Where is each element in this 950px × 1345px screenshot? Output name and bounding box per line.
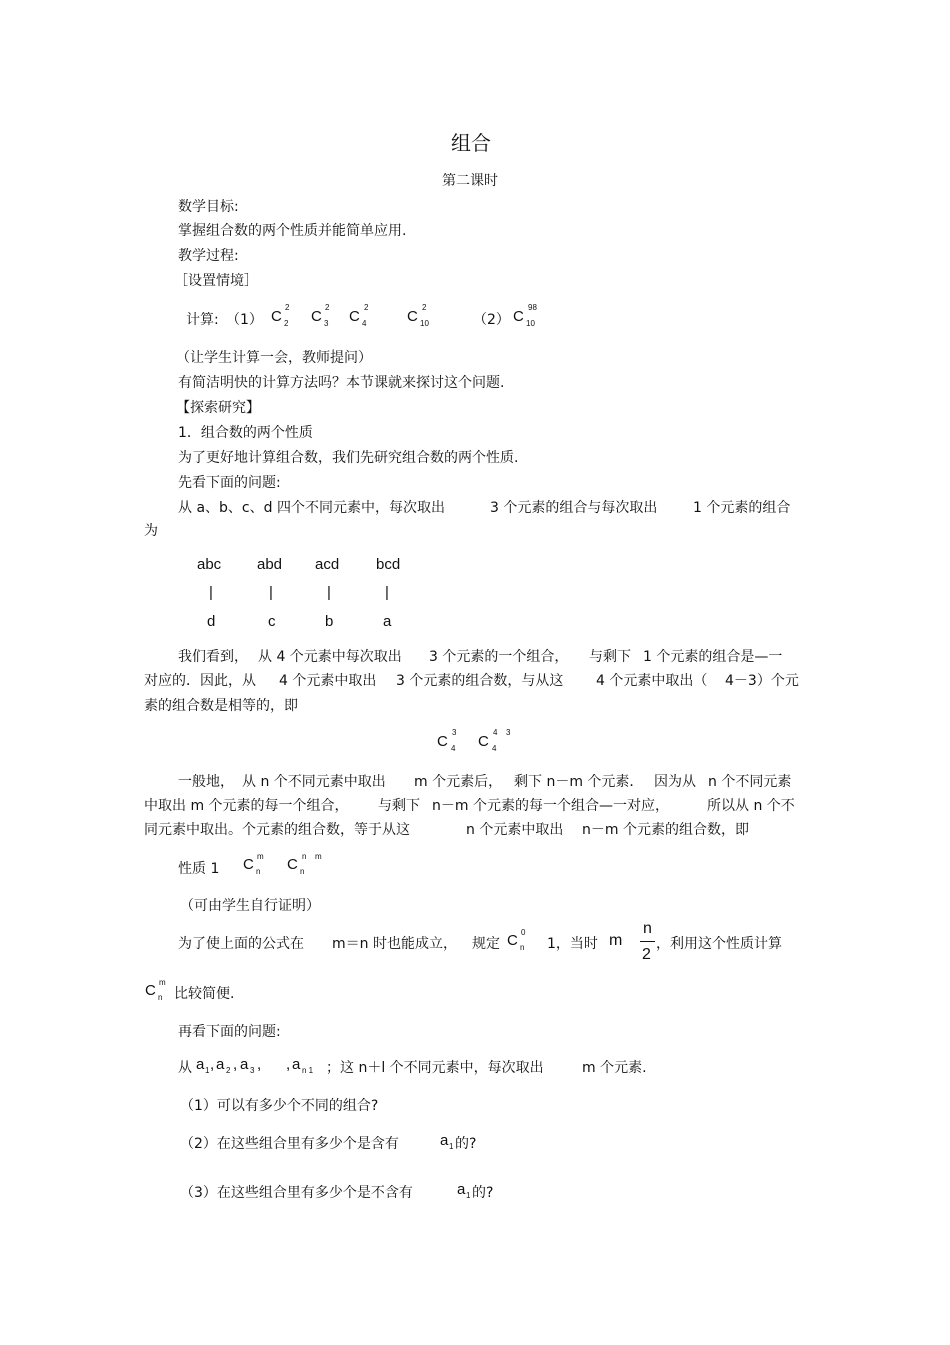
subscript: 4 — [492, 744, 497, 753]
general-text: n－m 个元素的每一个组合—一对应， — [432, 798, 669, 814]
superscript: 3 — [506, 728, 511, 737]
superscript: 3 — [452, 728, 457, 737]
separator: , — [233, 1056, 238, 1073]
objectives-text: 掌握组合数的两个性质并能简单应用. — [178, 223, 407, 239]
combination-symbol: C — [437, 733, 448, 750]
element-a: a — [196, 1056, 205, 1073]
superscript: 2 — [422, 303, 427, 312]
pair-bottom: c — [268, 613, 276, 630]
observe-text: 从 4 个元素中每次取出 — [258, 649, 402, 665]
combination-symbol: C — [271, 308, 282, 325]
subscript: 2 — [284, 319, 289, 328]
question-text: （3）在这些组合里有多少个是不含有 — [180, 1185, 413, 1201]
observe-text: 3 个元素的组合数，与从这 — [396, 673, 564, 689]
problem2-text: 从 — [178, 1060, 192, 1076]
explore-heading: 【探索研究】 — [176, 400, 260, 416]
pair-connector: | — [385, 584, 389, 601]
observe-text: 我们看到， — [178, 649, 248, 665]
observe-text: 1 个元素的组合是—一 — [643, 649, 783, 665]
section1-intro: 为了更好地计算组合数，我们先研究组合数的两个性质. — [178, 450, 519, 466]
pair-connector: | — [327, 584, 331, 601]
general-text: n 个元素中取出 — [466, 822, 564, 838]
proof-note: （可由学生自行证明） — [180, 898, 320, 914]
rule-text: 为了使上面的公式在 — [178, 936, 304, 952]
superscript: 4 — [493, 728, 498, 737]
question-intro: 有简洁明快的计算方法吗？本节课就来探讨这个问题. — [178, 375, 505, 391]
note-student-calc: （让学生计算一会，教师提问） — [176, 350, 372, 366]
pair-bottom: b — [325, 613, 334, 630]
problem2-text: m 个元素. — [582, 1060, 647, 1076]
superscript: 0 — [521, 928, 526, 937]
pair-bottom: d — [207, 613, 216, 630]
question-1: （1）可以有多少个不同的组合? — [180, 1098, 379, 1114]
combination-symbol: C — [311, 308, 322, 325]
subscript: n — [256, 867, 261, 876]
question-text: 的? — [455, 1136, 477, 1152]
element-a: a — [292, 1056, 301, 1073]
general-text: m 个元素后， — [414, 774, 503, 790]
element-a: a — [440, 1132, 449, 1149]
subscript: 3 — [250, 1066, 255, 1075]
pair-top: acd — [315, 556, 340, 573]
rule-text: m＝n 时也能成立， — [332, 936, 457, 952]
general-text: n 个不同元素 — [708, 774, 792, 790]
superscript: m — [315, 852, 322, 861]
rule-text: 比较简便. — [174, 986, 235, 1002]
observe-text: 4－3）个元 — [725, 673, 799, 689]
superscript: 98 — [528, 303, 537, 312]
separator: , — [257, 1056, 262, 1073]
subscript: 3 — [324, 319, 329, 328]
combination-symbol: C — [145, 982, 156, 999]
fraction-denominator: 2 — [642, 946, 651, 963]
problem2-text: ；这 n＋l 个不同元素中，每次取出 — [326, 1060, 544, 1076]
subscript: n — [158, 993, 163, 1002]
observe-text: 素的组合数是相等的，即 — [144, 698, 298, 714]
general-text: 一般地， — [178, 774, 234, 790]
combination-symbol: C — [478, 733, 489, 750]
observe-text: 3 个元素的一个组合， — [429, 649, 569, 665]
subscript: n — [300, 867, 305, 876]
pair-connector: | — [209, 584, 213, 601]
combination-symbol: C — [507, 932, 518, 949]
general-text: 所以从 n 个不 — [707, 798, 795, 814]
element-a: a — [240, 1056, 249, 1073]
rule-text: 规定 — [472, 936, 500, 952]
fraction-numerator: n — [643, 920, 652, 937]
superscript: m — [257, 852, 264, 861]
subscript: n — [520, 943, 525, 952]
element-a: a — [457, 1181, 466, 1198]
fraction-bar — [640, 941, 655, 942]
observe-text: 4 个元素中取出（ — [596, 673, 708, 689]
subscript: 10 — [420, 319, 429, 328]
general-text: 剩下 n－m 个元素． — [514, 774, 644, 790]
general-text: 同元素中取出。个元素的组合数，等于从这 — [144, 822, 410, 838]
general-text: 从 n 个不同元素中取出 — [242, 774, 386, 790]
combination-symbol: C — [287, 856, 298, 873]
general-text: 中取出 m 个元素的每一个组合， — [144, 798, 349, 814]
separator: , — [210, 1056, 215, 1073]
observe-text: 与剩下 — [589, 649, 631, 665]
superscript: 2 — [325, 303, 330, 312]
general-text: 与剩下 — [378, 798, 420, 814]
variable-m: m — [609, 932, 623, 949]
subscript: n 1 — [302, 1066, 314, 1075]
subscript: 4 — [362, 319, 367, 328]
page-subtitle: 第二课时 — [442, 173, 498, 189]
look-first: 先看下面的问题: — [178, 475, 281, 491]
separator: , — [286, 1056, 291, 1073]
problem-text: 从 a、b、c、d 四个不同元素中，每次取出 — [178, 500, 445, 516]
combination-symbol: C — [243, 856, 254, 873]
section1-heading: 1．组合数的两个性质 — [178, 425, 313, 441]
subscript: 2 — [226, 1066, 231, 1075]
problem-text: 3 个元素的组合与每次取出 — [490, 500, 658, 516]
subscript: 4 — [451, 744, 456, 753]
pair-top: abc — [197, 556, 222, 573]
combination-symbol: C — [513, 308, 524, 325]
element-a: a — [216, 1056, 225, 1073]
page-title: 组合 — [451, 131, 491, 155]
process-heading: 教学过程: — [178, 248, 239, 264]
combination-symbol: C — [349, 308, 360, 325]
pair-bottom: a — [383, 613, 392, 630]
problem-text: 为 — [144, 523, 158, 539]
superscript: 2 — [285, 303, 290, 312]
problem-text: 1 个元素的组合 — [693, 500, 791, 516]
superscript: m — [159, 978, 166, 987]
objectives-heading: 数学目标: — [178, 199, 239, 215]
rule-text: ，利用这个性质计算 — [656, 936, 782, 952]
rule-text: 1，当时 — [547, 936, 598, 952]
subscript: 1 — [205, 1066, 210, 1075]
subscript: 10 — [526, 319, 535, 328]
calc-label: 计算: — [186, 312, 219, 328]
question-text: 的? — [472, 1185, 494, 1201]
general-text: n－m 个元素的组合数，即 — [582, 822, 749, 838]
observe-text: 4 个元素中取出 — [279, 673, 377, 689]
calc-part2: （2） — [473, 312, 510, 328]
pair-top: abd — [257, 556, 283, 573]
pair-connector: | — [269, 584, 273, 601]
calc-part1: （1） — [226, 312, 263, 328]
question-text: （2）在这些组合里有多少个是含有 — [180, 1136, 399, 1152]
superscript: 2 — [364, 303, 369, 312]
subscript: 1 — [466, 1191, 471, 1200]
observe-text: 对应的．因此，从 — [144, 673, 256, 689]
property-label: 性质 1 — [178, 861, 220, 877]
superscript: n — [302, 852, 307, 861]
scenario-heading: ［设置情境］ — [174, 273, 258, 289]
general-text: 因为从 — [654, 774, 696, 790]
combination-symbol: C — [407, 308, 418, 325]
subscript: 1 — [449, 1142, 454, 1151]
pair-top: bcd — [376, 556, 401, 573]
look-again: 再看下面的问题: — [178, 1024, 281, 1040]
